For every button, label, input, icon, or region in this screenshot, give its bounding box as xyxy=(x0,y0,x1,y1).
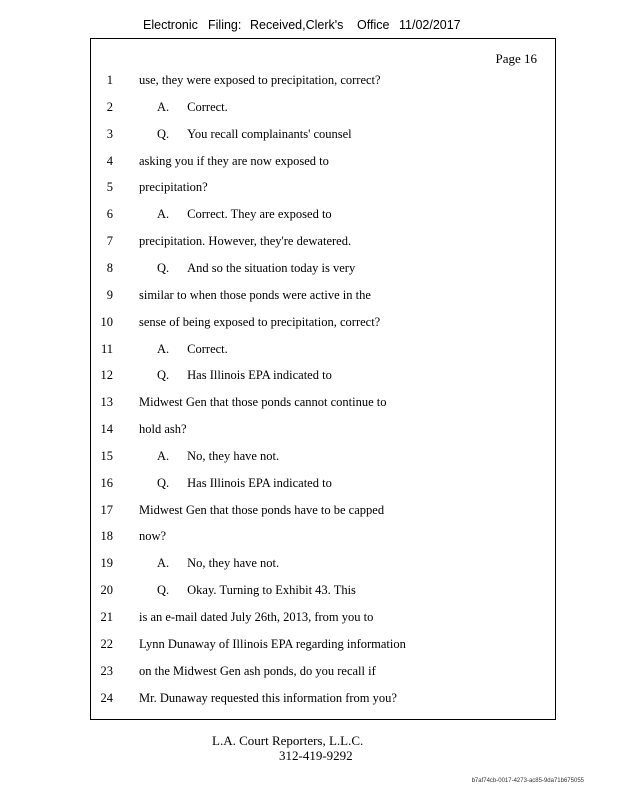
line-number: 23 xyxy=(100,663,113,678)
transcript-line xyxy=(91,476,557,492)
transcript-line xyxy=(91,529,557,545)
line-number: 6 xyxy=(106,207,113,222)
line-text xyxy=(157,207,332,222)
speaker-label: A. xyxy=(157,341,170,356)
transcript-line xyxy=(91,449,557,465)
line-content: Okay. Turning to Exhibit 43. This xyxy=(187,583,356,598)
speaker-label: A. xyxy=(157,556,170,571)
line-number: 12 xyxy=(100,368,113,383)
line-content: And so the situation today is very xyxy=(187,260,356,275)
speaker-label: Q. xyxy=(157,126,170,141)
transcript-line xyxy=(91,368,557,384)
transcript-line xyxy=(91,503,557,519)
transcript-line xyxy=(91,637,557,653)
speaker-label: Q. xyxy=(157,583,170,598)
line-content: Correct. xyxy=(187,99,228,114)
line-text xyxy=(157,476,332,491)
line-text: Midwest Gen that those ponds have to be capped xyxy=(139,502,385,517)
transcript-line xyxy=(91,261,557,277)
transcript-line xyxy=(91,664,557,680)
line-content: You recall complainants' counsel xyxy=(187,126,352,141)
line-number: 24 xyxy=(100,690,113,705)
line-content: Correct. They are exposed to xyxy=(187,207,332,222)
line-text: on the Midwest Gen ash ponds, do you recall if xyxy=(139,663,376,678)
speaker-label: A. xyxy=(157,99,170,114)
transcript-page-frame xyxy=(90,38,556,720)
line-number: 3 xyxy=(106,126,113,141)
speaker-label: A. xyxy=(157,207,170,222)
line-number: 19 xyxy=(100,556,113,571)
line-text: Mr. Dunaway requested this information from you? xyxy=(139,690,397,705)
line-text xyxy=(157,127,352,142)
speaker-label: Q. xyxy=(157,368,170,383)
footer-phone: 312-419-9292 xyxy=(279,748,353,763)
header-office: Office xyxy=(357,18,390,32)
transcript-line xyxy=(91,100,557,116)
line-number: 9 xyxy=(106,287,113,302)
transcript-line xyxy=(91,610,557,626)
transcript-line xyxy=(91,180,557,196)
line-number: 21 xyxy=(100,610,113,624)
transcript-line xyxy=(91,691,557,707)
line-content: Has Illinois EPA indicated to xyxy=(187,368,332,383)
line-text: Midwest Gen that those ponds cannot continue to xyxy=(139,395,387,410)
line-text xyxy=(157,342,228,357)
transcript-line xyxy=(91,154,557,170)
line-text: use, they were exposed to precipitation, correct? xyxy=(139,73,381,87)
line-number: 8 xyxy=(106,260,113,275)
line-text: Lynn Dunaway of Illinois EPA regarding information xyxy=(139,636,406,651)
header-date: 11/02/2017 xyxy=(399,18,461,32)
line-number: 18 xyxy=(100,529,113,544)
transcript-line xyxy=(91,395,557,411)
line-text: sense of being exposed to precipitation, correct? xyxy=(139,314,381,329)
header-filing: Filing: xyxy=(208,18,242,32)
line-number: 17 xyxy=(100,502,113,517)
header-electronic: Electronic xyxy=(143,18,198,32)
header-received: Received,Clerk's xyxy=(250,18,344,32)
line-number: 10 xyxy=(100,314,113,329)
line-number: 22 xyxy=(100,636,113,651)
footer-company: L.A. Court Reporters, L.L.C. xyxy=(212,733,364,748)
line-number: 15 xyxy=(100,448,113,463)
line-number: 14 xyxy=(100,422,113,437)
line-number: 7 xyxy=(106,234,113,249)
line-content: No, they have not. xyxy=(187,556,280,571)
line-text: similar to when those ponds were active in the xyxy=(139,287,371,302)
line-text: precipitation? xyxy=(139,180,208,195)
line-text xyxy=(157,583,356,598)
speaker-label: A. xyxy=(157,448,170,463)
line-text xyxy=(157,261,355,276)
document-hash: b7af74cb-0017-4273-ac85-9da71b675055 xyxy=(471,778,584,784)
transcript-line xyxy=(91,583,557,599)
line-number: 20 xyxy=(100,583,113,598)
transcript-line xyxy=(91,422,557,438)
line-text: hold ash? xyxy=(139,422,187,437)
line-content: Correct. xyxy=(187,341,228,356)
line-text xyxy=(157,368,332,383)
transcript-line xyxy=(91,234,557,250)
transcript-line xyxy=(91,315,557,331)
transcript-line xyxy=(91,73,557,89)
transcript-line xyxy=(91,288,557,304)
line-number: 1 xyxy=(106,73,113,87)
line-number: 2 xyxy=(106,99,113,114)
line-text: asking you if they are now exposed to xyxy=(139,153,329,168)
transcript-line xyxy=(91,342,557,358)
page-number: Page 16 xyxy=(495,51,537,66)
speaker-label: Q. xyxy=(157,260,170,275)
line-text: precipitation. However, they're dewatered. xyxy=(139,234,352,249)
speaker-label: Q. xyxy=(157,475,170,490)
line-text xyxy=(157,100,228,115)
line-text: now? xyxy=(139,529,167,544)
transcript-line xyxy=(91,127,557,143)
line-content: No, they have not. xyxy=(187,448,280,463)
transcript-line xyxy=(91,207,557,223)
filing-stamp-header xyxy=(0,18,618,36)
transcript-line xyxy=(91,556,557,572)
line-text xyxy=(157,449,279,464)
line-number: 13 xyxy=(100,395,113,410)
line-number: 4 xyxy=(106,153,113,168)
line-text xyxy=(157,556,279,571)
line-number: 16 xyxy=(100,475,113,490)
line-number: 11 xyxy=(100,341,113,356)
line-text: is an e-mail dated July 26th, 2013, from you to xyxy=(139,610,374,624)
line-number: 5 xyxy=(106,180,113,195)
line-content: Has Illinois EPA indicated to xyxy=(187,475,332,490)
